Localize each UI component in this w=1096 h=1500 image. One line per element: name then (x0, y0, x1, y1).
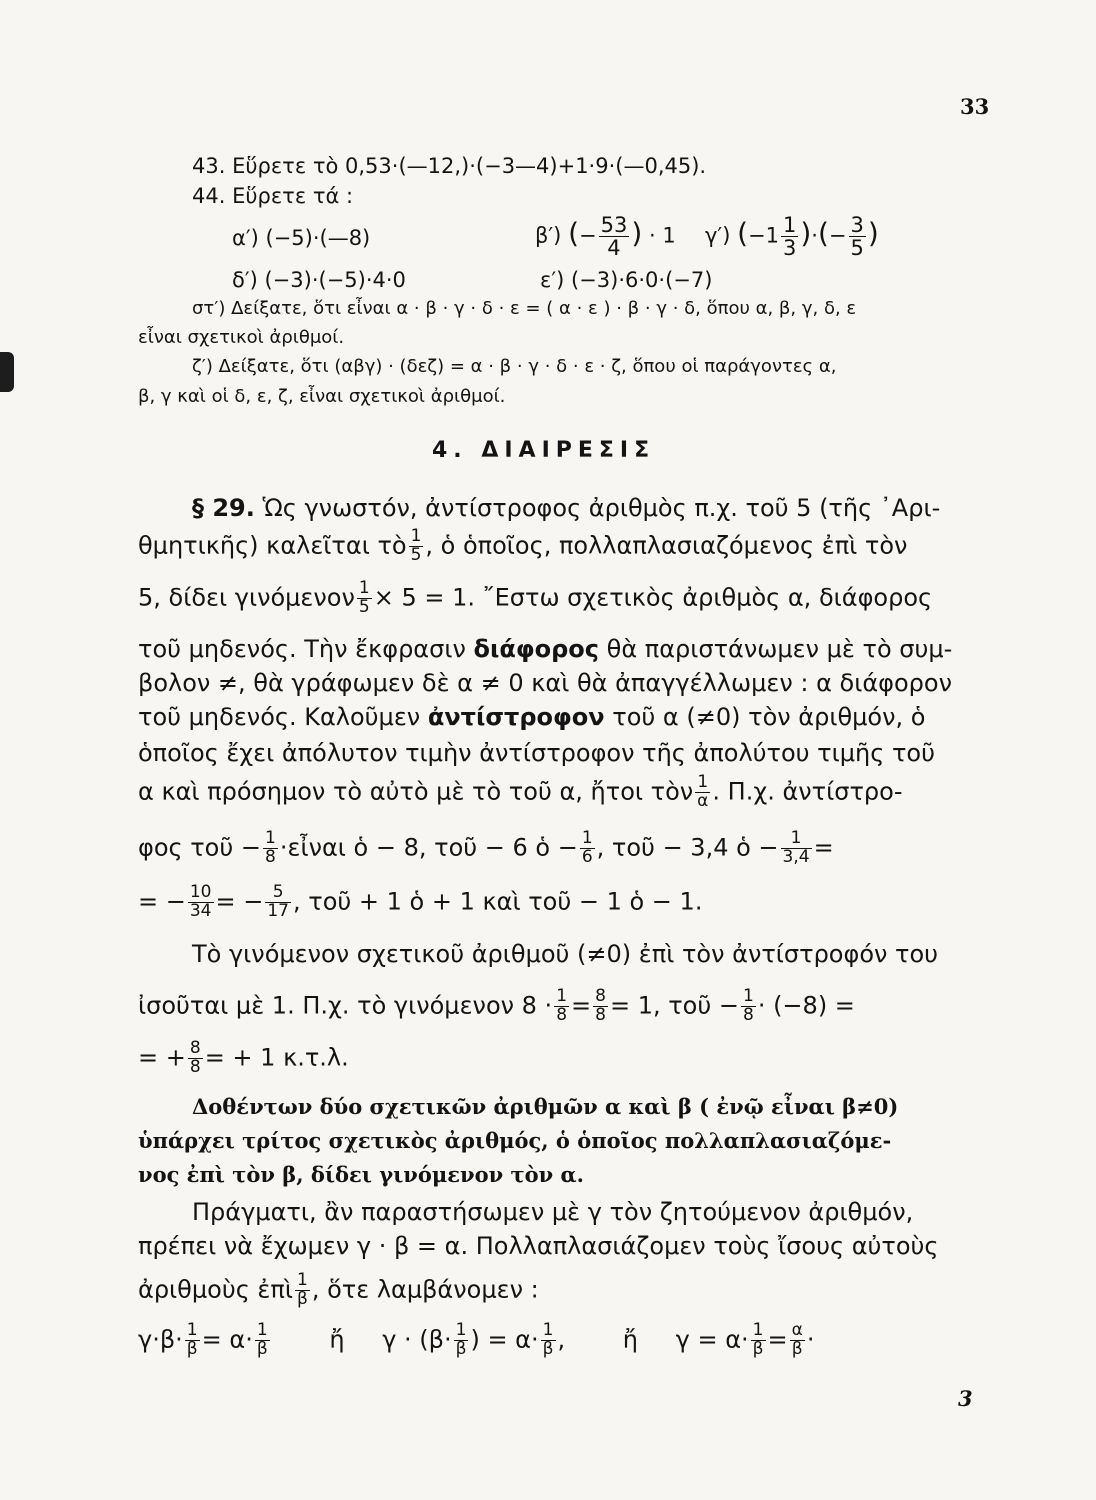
theorem-line-1: Δοθέντων δύο σχετικῶν ἀριθμῶν α καὶ β ( ἐνῷ εἶναι β≠0) (192, 1094, 899, 1119)
exercise-44-title: 44. Εὕρετε τά : (192, 184, 354, 208)
proof-line-2: πρέπει νὰ ἔχωμεν γ · β = α. Πολλαπλασιάζομεν τοὺς ἴσους αὐτοὺς (138, 1232, 939, 1260)
paragraph-line-4: τοῦ μηδενός. Τὴν ἔκφρασιν διάφορος θὰ παριστάνωμεν μὲ τὸ συμ- (138, 635, 953, 663)
margin-binding-mark (0, 352, 14, 392)
paragraph-line-6: τοῦ μηδενός. Καλοῦμεν ἀντίστροφον τοῦ α (≠0) τὸν ἀριθμόν, ὁ (138, 703, 926, 731)
paragraph-line-3: 5, δίδει γινόμενον $\frac{1}{5}$ × 5 = 1. ῎Εστω σχετικὸς ἀριθμὸς α, διάφορος (138, 578, 933, 617)
paragraph2-line-1: Τὸ γινόμενον σχετικοῦ ἀριθμοῦ (≠0) ἐπὶ τὸν ἀντίστροφόν του (192, 940, 939, 968)
paragraph-line-1: § 29. Ὡς γνωστόν, ἀντίστροφος ἀριθμὸς π.χ. τοῦ 5 (τῆς ᾿Αρι- (192, 494, 941, 522)
exercise-44-st-line2: εἶναι σχετικοὶ ἀριθμοί. (138, 327, 345, 348)
section-mark: § 29. (192, 494, 255, 522)
proof-line-1: Πράγματι, ἂν παραστήσωμεν μὲ γ τὸν ζητούμενον ἀριθμόν, (192, 1198, 914, 1226)
paragraph-line-5: βολον ≠, θὰ γράφωμεν δὲ α ≠ 0 καὶ θὰ ἀπαγγέλλωμεν : α διάφορον (138, 669, 952, 697)
paragraph-line-10: = − $\frac{10}{34}$ = − $\frac{5}{17}$ , τοῦ + 1 ὁ + 1 καὶ τοῦ − 1 ὁ − 1. (138, 882, 703, 921)
exercise-44-st-line1: στ′) Δείξατε, ὅτι εἶναι α · β · γ · δ · ε = ( α · ε ) · β · γ · δ, ὅπου α, β, γ, δ, ε (192, 298, 857, 319)
proof-line-3: ἀριθμοὺς ἐπὶ $\frac{1}{\beta}$ , ὅτε λαμβάνομεν : (138, 1270, 539, 1309)
paragraph-line-8: α καὶ πρόσημον τὸ αὐτὸ μὲ τὸ τοῦ α, ἤτοι τὸν $\frac{1}{\alpha}$ . Π.χ. ἀντίστρο- (138, 772, 903, 811)
proof-equation: γ·β· $\frac{1}{\beta}$ = α· $\frac{1}{\beta}$ ἤ γ · (β· $\frac{1}{\beta}$ ) = α· $\frac{1}{\beta}$ , ἤ γ = α· $\frac{1}{\beta}$ = $\frac{\alpha}{\beta}$ · (138, 1320, 815, 1359)
page-number: 33 (960, 94, 990, 119)
exercise-44-b: β′) (− $\frac{53}{4}$ ) · 1 (535, 213, 676, 261)
paragraph2-line-2: ἰσοῦται μὲ 1. Π.χ. τὸ γινόμενον 8 · $\frac{1}{8}$ = $\frac{8}{8}$ = 1, τοῦ − $\frac{1}{8}$ · (−8) = (138, 986, 855, 1025)
section-heading: 4. ΔΙΑΙΡΕΣΙΣ (432, 438, 656, 463)
paragraph2-line-3: = + $\frac{8}{8}$ = + 1 κ.τ.λ. (138, 1038, 349, 1077)
paragraph-line-9: φος τοῦ − $\frac{1}{8}$ ·εἶναι ὁ − 8, τοῦ − 6 ὁ − $\frac{1}{6}$ , τοῦ − 3,4 ὁ − $\frac{1}{3,4}$ = (138, 828, 834, 867)
exercise-44-z-line1: ζ′) Δείξατε, ὅτι (αβγ) · (δεζ) = α · β · γ · δ · ε · ζ, ὅπου οἱ παράγοντες α, (192, 356, 837, 377)
paragraph-line-2: θμητικῆς) καλεῖται τὸ $\frac{1}{5}$ , ὁ ὁποῖος, πολλαπλασιαζόμενος ἐπὶ τὸν (138, 526, 908, 565)
paragraph-line-7: ὁποῖος ἔχει ἀπόλυτον τιμὴν ἀντίστροφον τῆς ἀπολύτου τιμῆς τοῦ (138, 739, 935, 767)
exercise-44-e: ε′) (−3)·6·0·(−7) (540, 268, 713, 292)
exercise-43: 43. Εὕρετε τὸ 0,53·(—12,)·(−3—4)+1·9·(—0,45). (192, 154, 707, 178)
theorem-line-3: νος ἐπὶ τὸν β, δίδει γινόμενον τὸν α. (138, 1162, 584, 1187)
exercise-44-c: γ′) (−1 $\frac{1}{3}$ )·(− $\frac{3}{5}$ ) (705, 213, 879, 261)
exercise-44-d: δ′) (−3)·(−5)·4·0 (232, 268, 406, 292)
exercise-44-a: α′) (−5)·(—8) (232, 226, 371, 250)
footer-signature: 3 (958, 1386, 973, 1411)
exercise-44-z-line2: β, γ καὶ οἱ δ, ε, ζ, εἶναι σχετικοὶ ἀριθμοί. (138, 386, 506, 407)
theorem-line-2: ὑπάρχει τρίτος σχετικὸς ἀριθμός, ὁ ὁποῖος πολλαπλασιαζόμε- (138, 1128, 892, 1153)
